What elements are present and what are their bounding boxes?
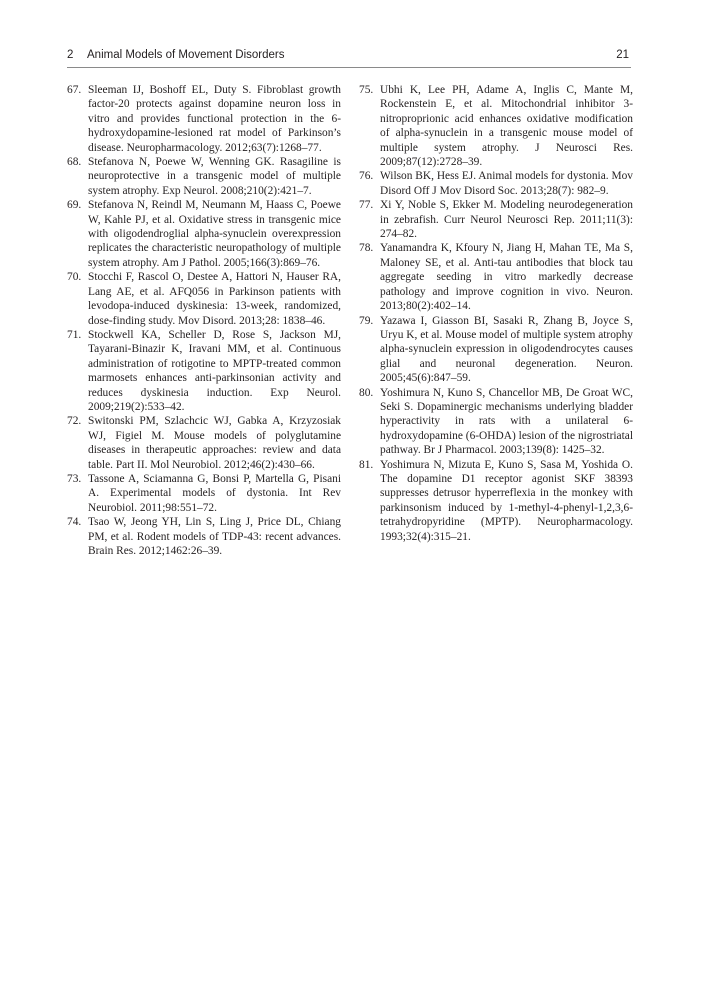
reference-number: 78. [359, 242, 374, 255]
reference-number: 79. [359, 314, 374, 327]
reference-item [359, 198, 633, 241]
reference-number: 73. [67, 472, 82, 485]
reference-number: 71. [67, 328, 82, 341]
reference-number: 74. [67, 516, 82, 529]
reference-number: 67. [67, 84, 82, 96]
reference-text: Yazawa I, Giasson BI, Sasaki R, Zhang B, Joyce S, Uryu K, et al. Mouse model of multiple system atrophy alpha-synuclein expression in oligodendrocytes causes glial and neuronal degeneration. Neuron. 2005;45(6):847–59. [380, 314, 633, 385]
reference-text: Stockwell KA, Scheller D, Rose S, Jackson MJ, Tayarani-Binazir K, Iravani MM, et al. Continuous administration of rotigotine to MPTP-treated common marmosets enhances anti-parkinsonian activity and reduces dyskinesia induction. Exp Neurol. 2009;219(2):533–42. [88, 328, 341, 413]
reference-text: Stefanova N, Reindl M, Neumann M, Haass C, Poewe W, Kahle PJ, et al. Oxidative stress in transgenic mice with oligodendroglial alpha-synuclein overexpression replicates the characteristic neuropathology of multiple system atrophy. Am J Pathol. 2005;166(3):869–76. [88, 199, 341, 269]
reference-item [67, 515, 341, 558]
reference-number: 75. [359, 84, 374, 96]
reference-text: Tsao W, Jeong YH, Lin S, Ling J, Price DL, Chiang PM, et al. Rodent models of TDP-43: recent advances. Brain Res. 2012;1462:26–39. [88, 516, 341, 557]
reference-text: Sleeman IJ, Boshoff EL, Duty S. Fibroblast growth factor-20 protects against dopamine neuron loss in vitro and provides functional protection in the 6-hydroxydopamine-lesioned rat model of Parkinson’s disease. Neuropharmacology. 2012;63(7):1268–77. [88, 84, 341, 154]
reference-column-right [359, 83, 633, 544]
reference-item [359, 386, 633, 458]
reference-number: 69. [67, 199, 82, 212]
reference-text: Xi Y, Noble S, Ekker M. Modeling neurodegeneration in zebrafish. Curr Neurol Neurosci Rep. 2011;11(3): 274–82. [380, 199, 633, 241]
reference-number: 80. [359, 386, 374, 399]
reference-text: Yoshimura N, Mizuta E, Kuno S, Sasa M, Yoshida O. The dopamine D1 receptor agonist SKF 38393 suppresses detrusor hyperreflexia in the monkey with parkinsonism induced by 1-methyl-4-phenyl-1,2,3,6-tetrahydropyridine (MPTP). Neuropharmacology. 1993;32(4):315–21. [380, 458, 633, 543]
reference-item [359, 241, 633, 313]
reference-item [359, 314, 633, 386]
reference-text: Stefanova N, Poewe W, Wenning GK. Rasagiline is neuroprotective in a transgenic model of multiple system atrophy. Exp Neurol. 2008;210(2):421–7. [88, 156, 341, 197]
reference-number: 76. [359, 170, 374, 183]
reference-number: 81. [359, 458, 374, 471]
reference-number: 68. [67, 156, 82, 169]
reference-item [67, 328, 341, 414]
reference-column-left [67, 83, 341, 558]
reference-text: Ubhi K, Lee PH, Adame A, Inglis C, Mante M, Rockenstein E, et al. Mitochondrial inhibitor 3-nitroproprionic acid enhances oxidative modification of alpha-synuclein in a transgenic mouse model of multiple system atrophy. J Neurosci Res. 2009;87(12):2728–39. [380, 84, 633, 169]
reference-text: Wilson BK, Hess EJ. Animal models for dystonia. Mov Disord Off J Mov Disord Soc. 2013;28(7): 982–9. [380, 170, 633, 197]
reference-item [359, 169, 633, 198]
reference-item [67, 155, 341, 198]
running-header [67, 47, 631, 68]
reference-item [67, 83, 341, 155]
reference-item [67, 198, 341, 270]
reference-item [359, 458, 633, 544]
reference-number: 72. [67, 415, 82, 428]
chapter-title: Animal Models of Movement Disorders [87, 49, 285, 61]
reference-item [67, 414, 341, 472]
reference-item [67, 270, 341, 328]
reference-item [67, 472, 341, 515]
page-number: 21 [616, 49, 629, 61]
reference-number: 70. [67, 271, 82, 284]
reference-item [359, 83, 633, 169]
reference-text: Stocchi F, Rascol O, Destee A, Hattori N, Hauser RA, Lang AE, et al. AFQ056 in Parkinson patients with levodopa-induced dyskinesia: 13-week, randomized, dose-finding study. Mov Disord. 2013;28: 1838–46. [88, 271, 341, 327]
reference-text: Tassone A, Sciamanna G, Bonsi P, Martella G, Pisani A. Experimental models of dystonia. Int Rev Neurobiol. 2011;98:551–72. [88, 472, 341, 514]
reference-number: 77. [359, 199, 374, 212]
reference-text: Yanamandra K, Kfoury N, Jiang H, Mahan TE, Ma S, Maloney SE, et al. Anti-tau antibodies that block tau aggregate seeding in vitro markedly decrease pathology and improve cognition in vivo. Neuron. 2013;80(2):402–14. [380, 242, 633, 313]
chapter-number: 2 [67, 49, 74, 61]
reference-text: Yoshimura N, Kuno S, Chancellor MB, De Groat WC, Seki S. Dopaminergic mechanisms underlying bladder hyperactivity in rats with a unilateral 6-hydroxydopamine (6-OHDA) lesion of the nigrostriatal pathway. Br J Pharmacol. 2003;139(8): 1425–32. [380, 386, 633, 457]
reference-text: Switonski PM, Szlachcic WJ, Gabka A, Krzyzosiak WJ, Figiel M. Mouse models of polyglutamine diseases in therapeutic approaches: review and data table. Part II. Mol Neurobiol. 2012;46(2):430–66. [88, 415, 341, 471]
